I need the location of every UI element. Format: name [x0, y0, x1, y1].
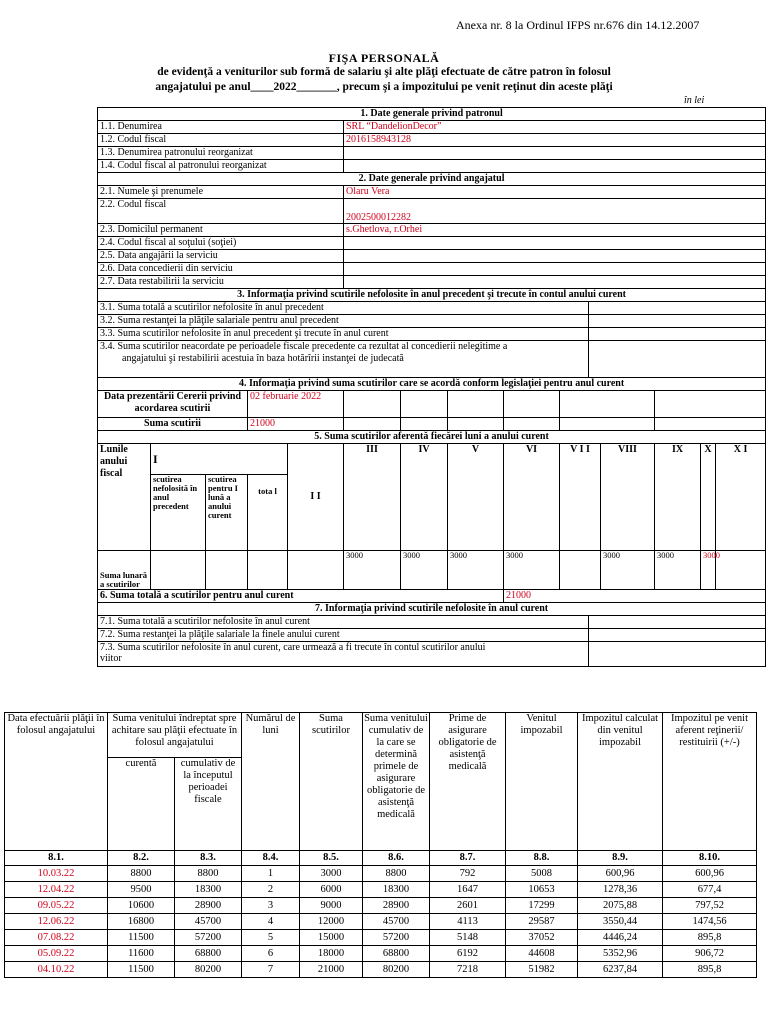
- monthly-sum: 3000: [655, 551, 701, 590]
- s2-label: 2.5. Data angajării la serviciu: [98, 250, 344, 263]
- table-cell: 2075,88: [578, 898, 663, 914]
- section-2-title: 2. Date generale privind angajatul: [98, 173, 766, 186]
- payment-date-cell: 12.04.22: [5, 882, 108, 898]
- monthly-sum: 3000: [344, 551, 401, 590]
- empty-cell: [504, 418, 560, 431]
- month-label: VIII: [601, 444, 655, 551]
- table-cell: 600,96: [578, 866, 663, 882]
- s3-value: [589, 315, 766, 328]
- annex-reference: Anexa nr. 8 la Ordinul IFPS nr.676 din 14.12.2007: [456, 18, 700, 32]
- column-number: 8.7.: [430, 851, 506, 866]
- s2-value: [344, 276, 766, 289]
- table-cell: 57200: [175, 930, 242, 946]
- header-health-insurance: Prime de asigurare obligatorie de asistenţă medicală: [430, 713, 506, 851]
- table-cell: 6237,84: [578, 962, 663, 978]
- table-cell: 1647: [430, 882, 506, 898]
- table-row: [5, 866, 757, 882]
- s2-value: [344, 237, 766, 250]
- table-cell: 17299: [506, 898, 578, 914]
- month-label: X: [701, 444, 716, 551]
- table-cell: 6: [242, 946, 300, 962]
- s1-label: 1.1. Denumirea: [98, 121, 344, 134]
- table-cell: 3: [242, 898, 300, 914]
- table-cell: 5352,96: [578, 946, 663, 962]
- table-cell: 8800: [175, 866, 242, 882]
- payment-date-cell: 04.10.22: [5, 962, 108, 978]
- request-date-label: Data prezentării Cererii privind acordarea scutirii: [98, 391, 248, 418]
- month-i-total: tota l: [248, 475, 288, 551]
- header-taxable-income: Venitul impozabil: [506, 713, 578, 851]
- empty-cell: [151, 551, 206, 590]
- exemption-sum-value: 21000: [248, 418, 344, 431]
- table-cell: 797,52: [663, 898, 757, 914]
- s7-row-3-line1: 7.3. Suma scutirilor nefolosite în anul curent, care urmează a fi trecute în contul scutirilor anului: [100, 642, 486, 653]
- table-cell: 9000: [300, 898, 363, 914]
- s1-label: 1.3. Denumirea patronului reorganizat: [98, 147, 344, 160]
- column-number: 8.10.: [663, 851, 757, 866]
- s2-label: 2.3. Domicilul permanent: [98, 224, 344, 237]
- section-6-label: 6. Suma totală a scutirilor pentru anul curent: [98, 590, 504, 603]
- exemption-sum-label: Suma scutirii: [98, 418, 248, 431]
- month-i: I: [151, 444, 288, 475]
- table-cell: 1474,56: [663, 914, 757, 930]
- section-6-value: 21000: [504, 590, 766, 603]
- s1-value: [344, 147, 766, 160]
- s7-row: 7.2. Suma restanţei la plăţile salariale la finele anului curent: [98, 629, 589, 642]
- s3-row-4: [98, 341, 589, 378]
- table-cell: 12000: [300, 914, 363, 930]
- column-number: 8.3.: [175, 851, 242, 866]
- empty-cell: [248, 551, 288, 590]
- s2-label: 2.2. Codul fiscal: [98, 199, 344, 224]
- column-number: 8.9.: [578, 851, 663, 866]
- s2-label: 2.6. Data concedierii din serviciu: [98, 263, 344, 276]
- section-3-title: 3. Informaţia privind scutirile nefolosite în anul precedent şi trecute în contul anului curent: [98, 289, 766, 302]
- s2-label: 2.1. Numele şi prenumele: [98, 186, 344, 199]
- table-row: [5, 962, 757, 978]
- table-cell: 57200: [363, 930, 430, 946]
- month-label: V I I: [560, 444, 601, 551]
- payment-date-cell: 12.06.22: [5, 914, 108, 930]
- table-row: [5, 898, 757, 914]
- monthly-sum: 3000: [601, 551, 655, 590]
- table-cell: 4: [242, 914, 300, 930]
- table-cell: 18300: [175, 882, 242, 898]
- table-cell: 9500: [108, 882, 175, 898]
- section-5-title: 5. Suma scutirilor aferentă fiecărei luni a anului curent: [98, 431, 766, 444]
- s3-row: 3.3. Suma scutirilor nefolosite în anul precedent şi trecute în anul curent: [98, 328, 589, 341]
- table-row: [5, 946, 757, 962]
- column-number: 8.6.: [363, 851, 430, 866]
- header-months-count: Numărul de luni: [242, 713, 300, 851]
- column-number: 8.1.: [5, 851, 108, 866]
- header-cumulative: cumulativ de la începutul perioadei fiscale: [175, 758, 242, 851]
- s7-row-3: [98, 642, 589, 667]
- table-cell: 6192: [430, 946, 506, 962]
- monthly-sum: 3000: [401, 551, 448, 590]
- payment-date-cell: 05.09.22: [5, 946, 108, 962]
- s1-label: 1.4. Codul fiscal al patronului reorganizat: [98, 160, 344, 173]
- table-cell: 80200: [175, 962, 242, 978]
- table-cell: 18000: [300, 946, 363, 962]
- monthly-sum: 3000: [448, 551, 504, 590]
- empty-cell: [448, 418, 504, 431]
- table-cell: 11600: [108, 946, 175, 962]
- s2-value: Olaru Vera: [344, 186, 766, 199]
- monthly-sum: [716, 551, 766, 590]
- table-cell: 29587: [506, 914, 578, 930]
- header-current: curentă: [108, 758, 175, 851]
- table-cell: 11500: [108, 930, 175, 946]
- s3-value: [589, 302, 766, 315]
- s3-row: 3.2. Suma restanţei la plăţile salariale pentru anul precedent: [98, 315, 589, 328]
- table-cell: 11500: [108, 962, 175, 978]
- empty-cell: [344, 418, 401, 431]
- empty-cell: [655, 391, 766, 418]
- section-4-title: 4. Informaţia privind suma scutirilor care se acordă conform legislaţiei pentru anul curent: [98, 378, 766, 391]
- table-cell: 80200: [363, 962, 430, 978]
- table-cell: 45700: [175, 914, 242, 930]
- s7-value: [589, 642, 766, 667]
- table-cell: 45700: [363, 914, 430, 930]
- table-cell: 600,96: [663, 866, 757, 882]
- table-cell: 44608: [506, 946, 578, 962]
- column-number: 8.4.: [242, 851, 300, 866]
- table-cell: 51982: [506, 962, 578, 978]
- form-subtitle-line2: angajatului pe anul____2022_______, precum şi a impozitului pe venit reţinut din aceste plăţi: [155, 81, 613, 93]
- s2-label: 2.7. Data restabilirii la serviciu: [98, 276, 344, 289]
- header-exemptions-sum: Suma scutirilor: [300, 713, 363, 851]
- currency-unit: în lei: [684, 95, 705, 106]
- empty-cell: [401, 391, 448, 418]
- table-cell: 7: [242, 962, 300, 978]
- s7-value: [589, 616, 766, 629]
- section-7-title: 7. Informaţia privind scutirile nefolosite în anul curent: [98, 603, 766, 616]
- section-1-title: 1. Date generale privind patronul: [98, 108, 766, 121]
- s3-value: [589, 328, 766, 341]
- empty-cell: [655, 418, 766, 431]
- s2-value: s.Ghetlova, r.Orhei: [344, 224, 766, 237]
- request-date-value: 02 februarie 2022: [248, 391, 344, 418]
- table-cell: 15000: [300, 930, 363, 946]
- monthly-sum: 3000: [504, 551, 560, 590]
- table-row: [5, 882, 757, 898]
- table-cell: 10653: [506, 882, 578, 898]
- data-rows: [5, 866, 757, 978]
- table-cell: 6000: [300, 882, 363, 898]
- s3-row-4-line1: 3.4. Suma scutirilor neacordate pe perioadele fiscale precedente ca rezultat al concedierii nelegitime a: [100, 341, 508, 352]
- table-cell: 792: [430, 866, 506, 882]
- payment-date-cell: 09.05.22: [5, 898, 108, 914]
- column-numbers-row: [5, 851, 757, 866]
- month-label: X I: [716, 444, 766, 551]
- table-cell: 5: [242, 930, 300, 946]
- column-number: 8.2.: [108, 851, 175, 866]
- table-cell: 7218: [430, 962, 506, 978]
- table-cell: 1278,36: [578, 882, 663, 898]
- header-payment-date: Data efectuării plăţii în folosul angajatului: [5, 713, 108, 851]
- months-label: Lunile anului fiscal: [98, 444, 151, 551]
- s2-value: [344, 250, 766, 263]
- table-cell: 677,4: [663, 882, 757, 898]
- table-cell: 2: [242, 882, 300, 898]
- table-cell: 8800: [108, 866, 175, 882]
- month-label: IV: [401, 444, 448, 551]
- monthly-sum: 3000: [701, 551, 716, 590]
- s3-row: 3.1. Suma totală a scutirilor nefolosite în anul precedent: [98, 302, 589, 315]
- empty-cell: [560, 391, 655, 418]
- month-label: IX: [655, 444, 701, 551]
- table-cell: 68800: [175, 946, 242, 962]
- s1-value: 2016158943128: [344, 134, 766, 147]
- month-label: III: [344, 444, 401, 551]
- table-row: [5, 930, 757, 946]
- empty-cell: [344, 391, 401, 418]
- month-ii: I I: [288, 444, 344, 551]
- table-cell: 1: [242, 866, 300, 882]
- s1-label: 1.2. Codul fiscal: [98, 134, 344, 147]
- header-income-sum: Suma venitului îndreptat spre achitare sau plăţii efectuate în folosul angajatului: [108, 713, 242, 758]
- table-cell: 68800: [363, 946, 430, 962]
- s7-row-3-line2: viitor: [100, 653, 122, 664]
- table-cell: 10600: [108, 898, 175, 914]
- table-cell: 2601: [430, 898, 506, 914]
- s1-value: [344, 160, 766, 173]
- s2-value: 2002500012282: [344, 199, 766, 224]
- monthly-sum-label: Suma lunară a scutirilor: [98, 551, 151, 590]
- column-number: 8.8.: [506, 851, 578, 866]
- income-tax-table: [4, 712, 757, 978]
- payment-date-cell: 10.03.22: [5, 866, 108, 882]
- s2-label: 2.4. Codul fiscal al soţului (soţiei): [98, 237, 344, 250]
- s3-value: [589, 341, 766, 378]
- s3-row-4-line2: angajatului şi restabilirii acestuia în baza hotărîrii instanţei de judecată: [122, 353, 404, 364]
- empty-cell: [504, 391, 560, 418]
- column-number: 8.5.: [300, 851, 363, 866]
- header-tax-withheld: Impozitul pe venit aferent reţinerii/ restituirii (+/-): [663, 713, 757, 851]
- table-cell: 3000: [300, 866, 363, 882]
- table-cell: 3550,44: [578, 914, 663, 930]
- s2-value: [344, 263, 766, 276]
- monthly-sum: [560, 551, 601, 590]
- empty-cell: [206, 551, 248, 590]
- month-label: V: [448, 444, 504, 551]
- month-i-sub2: scutirea pentru I lună a anului curent: [206, 475, 248, 551]
- header-cumulative-income: Suma venitului cumulativ de la care se determină primele de asigurare obligatorie de asistenţă medicală: [363, 713, 430, 851]
- table-cell: 8800: [363, 866, 430, 882]
- employee-data-table: [97, 107, 766, 667]
- table-cell: 895,8: [663, 962, 757, 978]
- month-label: VI: [504, 444, 560, 551]
- table-cell: 4446,24: [578, 930, 663, 946]
- table-cell: 21000: [300, 962, 363, 978]
- table-cell: 28900: [175, 898, 242, 914]
- empty-cell: [288, 551, 344, 590]
- month-i-sub1: scutirea nefolosită în anul precedent: [151, 475, 206, 551]
- table-cell: 5148: [430, 930, 506, 946]
- table-cell: 5008: [506, 866, 578, 882]
- table-cell: 895,8: [663, 930, 757, 946]
- s1-value: SRL “DandelionDecor”: [344, 121, 766, 134]
- s7-row: 7.1. Suma totală a scutirilor nefolosite în anul curent: [98, 616, 589, 629]
- empty-cell: [401, 418, 448, 431]
- table-cell: 37052: [506, 930, 578, 946]
- table-cell: 16800: [108, 914, 175, 930]
- payment-date-cell: 07.08.22: [5, 930, 108, 946]
- table-cell: 4113: [430, 914, 506, 930]
- empty-cell: [448, 391, 504, 418]
- form-title: FIŞA PERSONALĂ: [328, 51, 440, 65]
- s7-value: [589, 629, 766, 642]
- table-row: [5, 914, 757, 930]
- table-cell: 18300: [363, 882, 430, 898]
- empty-cell: [560, 418, 655, 431]
- table-cell: 906,72: [663, 946, 757, 962]
- header-calculated-tax: Impozitul calculat din venitul impozabil: [578, 713, 663, 851]
- form-subtitle-line1: de evidenţă a veniturilor sub formă de salariu şi alte plăţi efectuate de către patron în folosul: [157, 66, 611, 78]
- table-cell: 28900: [363, 898, 430, 914]
